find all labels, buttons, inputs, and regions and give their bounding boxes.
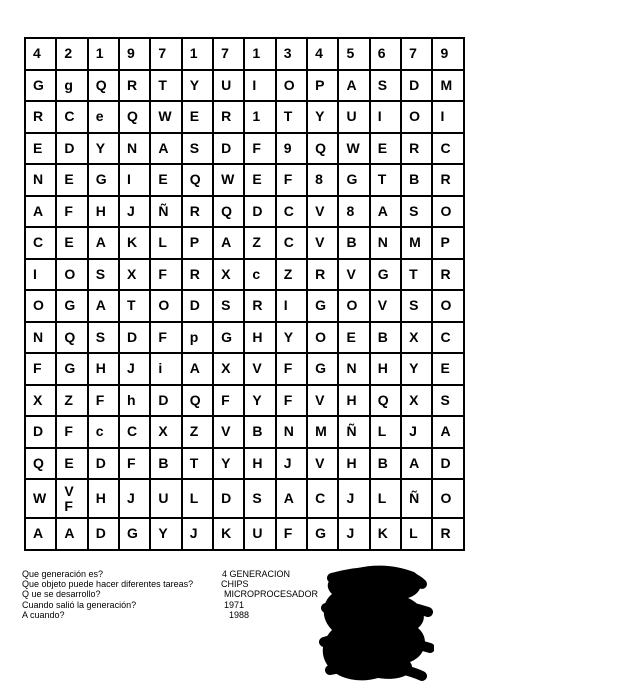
grid-cell: E [338, 322, 369, 354]
grid-cell: F [276, 518, 307, 550]
grid-cell: V [244, 353, 275, 385]
grid-cell: S [370, 70, 401, 102]
grid-cell: C [432, 133, 463, 165]
grid-cell: D [88, 518, 119, 550]
grid-cell: 7 [213, 38, 244, 70]
grid-cell: O [307, 322, 338, 354]
grid-cell: G [56, 290, 87, 322]
question-row [22, 579, 322, 589]
question-text: Cuando salió la generación? [22, 599, 137, 610]
grid-cell: J [338, 479, 369, 518]
grid-cell: J [119, 353, 150, 385]
grid-cell: I [25, 259, 56, 291]
grid-cell: H [370, 353, 401, 385]
grid-cell: Z [182, 416, 213, 448]
grid-cell: Ñ [338, 416, 369, 448]
grid-cell: Y [244, 385, 275, 417]
grid-cell: O [432, 196, 463, 228]
grid-cell: U [213, 70, 244, 102]
grid-cell: I [276, 290, 307, 322]
grid-cell: D [244, 196, 275, 228]
grid-cell: e [88, 101, 119, 133]
grid-cell: F [56, 196, 87, 228]
grid-cell: 1 [244, 38, 275, 70]
grid-cell: Q [88, 70, 119, 102]
grid-cell: 8 [338, 196, 369, 228]
grid-cell: W [213, 164, 244, 196]
grid-cell: V [338, 259, 369, 291]
grid-row [25, 448, 464, 480]
grid-cell: D [56, 133, 87, 165]
grid-cell: T [119, 290, 150, 322]
grid-cell: J [182, 518, 213, 550]
grid-cell: F [276, 164, 307, 196]
grid-cell: H [88, 353, 119, 385]
answer-text: 4 GENERACION [222, 569, 291, 579]
grid-cell: L [370, 479, 401, 518]
grid-cell: Q [307, 133, 338, 165]
grid-cell: E [25, 133, 56, 165]
grid-cell: O [338, 290, 369, 322]
answer-text: 1971 [224, 599, 245, 610]
word-search-grid [24, 37, 465, 551]
grid-cell: B [401, 164, 432, 196]
answer-text: MICROPROCESADOR [224, 589, 319, 600]
grid-cell: P [307, 70, 338, 102]
grid-cell: D [213, 479, 244, 518]
grid-cell: E [56, 448, 87, 480]
grid-cell: H [244, 448, 275, 480]
grid-cell: E [182, 101, 213, 133]
grid-cell: H [244, 322, 275, 354]
grid-cell: H [88, 196, 119, 228]
grid-row [25, 38, 464, 70]
grid-cell: H [338, 448, 369, 480]
grid-cell: 2 [56, 38, 87, 70]
grid-cell: I [119, 164, 150, 196]
grid-cell: G [307, 353, 338, 385]
grid-cell: R [432, 259, 463, 291]
grid-cell: D [401, 70, 432, 102]
grid-cell: C [25, 227, 56, 259]
grid-cell: D [213, 133, 244, 165]
grid-cell: D [432, 448, 463, 480]
grid-cell: G [370, 259, 401, 291]
question-text: Q ue se desarrollo? [22, 589, 101, 600]
grid-cell: R [432, 518, 463, 550]
grid-cell: Z [56, 385, 87, 417]
grid-row [25, 416, 464, 448]
grid-cell: R [182, 259, 213, 291]
grid-cell: 4 [307, 38, 338, 70]
grid-cell: L [182, 479, 213, 518]
grid-cell: A [150, 133, 181, 165]
grid-cell: Q [182, 164, 213, 196]
grid-cell: V [370, 290, 401, 322]
grid-cell: A [88, 290, 119, 322]
grid-cell: Y [150, 518, 181, 550]
grid-cell: S [88, 259, 119, 291]
grid-cell: E [432, 353, 463, 385]
grid-row [25, 353, 464, 385]
grid-cell: J [276, 448, 307, 480]
grid-row [25, 227, 464, 259]
grid-cell: T [401, 259, 432, 291]
grid-cell: X [213, 353, 244, 385]
grid-cell: R [307, 259, 338, 291]
grid-cell: O [432, 290, 463, 322]
grid-cell: Q [213, 196, 244, 228]
grid-cell: B [370, 322, 401, 354]
answer-text: 1988 [229, 609, 250, 620]
grid-cell: M [307, 416, 338, 448]
grid-cell: F [56, 416, 87, 448]
grid-cell: N [338, 353, 369, 385]
grid-cell: Y [401, 353, 432, 385]
grid-cell: F [276, 353, 307, 385]
grid-cell: I [432, 101, 463, 133]
grid-cell: D [182, 290, 213, 322]
grid-cell: c [244, 259, 275, 291]
grid-cell: Y [276, 322, 307, 354]
grid-cell: Ñ [150, 196, 181, 228]
grid-cell: S [244, 479, 275, 518]
grid-cell: G [56, 353, 87, 385]
grid-cell: O [56, 259, 87, 291]
grid-cell: V [307, 227, 338, 259]
grid-cell: S [88, 322, 119, 354]
grid-cell: G [338, 164, 369, 196]
grid-cell: X [25, 385, 56, 417]
grid-cell: D [25, 416, 56, 448]
grid-cell: Y [307, 101, 338, 133]
grid-cell: V [307, 448, 338, 480]
question-text: Que objeto puede hacer diferentes tareas? [22, 579, 194, 590]
grid-cell: A [25, 196, 56, 228]
question-row [22, 610, 322, 620]
grid-cell: C [119, 416, 150, 448]
grid-cell: R [119, 70, 150, 102]
grid-cell: 1 [244, 101, 275, 133]
grid-cell: J [338, 518, 369, 550]
grid-row [25, 518, 464, 550]
grid-cell: G [307, 290, 338, 322]
grid-cell: A [56, 518, 87, 550]
grid-cell: A [88, 227, 119, 259]
grid-cell: T [276, 101, 307, 133]
grid-cell: i [150, 353, 181, 385]
grid-cell: Q [119, 101, 150, 133]
grid-cell: S [401, 196, 432, 228]
grid-cell: F [25, 353, 56, 385]
answer-text: CHIPS [221, 579, 249, 590]
grid-cell: 3 [276, 38, 307, 70]
grid-cell: O [432, 479, 463, 518]
grid-cell: R [244, 290, 275, 322]
grid-cell: V F [56, 479, 87, 518]
grid-cell: K [119, 227, 150, 259]
grid-cell: E [370, 133, 401, 165]
grid-cell: K [370, 518, 401, 550]
grid-cell: X [119, 259, 150, 291]
grid-cell: S [213, 290, 244, 322]
grid-cell: N [25, 322, 56, 354]
grid-cell: F [88, 385, 119, 417]
grid-cell: c [88, 416, 119, 448]
grid-cell: B [370, 448, 401, 480]
grid-cell: N [119, 133, 150, 165]
grid-cell: A [338, 70, 369, 102]
grid-cell: C [56, 101, 87, 133]
grid-cell: G [25, 70, 56, 102]
grid-cell: 1 [182, 38, 213, 70]
grid-cell: P [182, 227, 213, 259]
grid-cell: R [182, 196, 213, 228]
grid-cell: O [276, 70, 307, 102]
grid-cell: Z [276, 259, 307, 291]
grid-cell: Y [182, 70, 213, 102]
grid-cell: M [401, 227, 432, 259]
question-row [22, 600, 322, 610]
grid-cell: A [432, 416, 463, 448]
grid-cell: F [276, 385, 307, 417]
grid-cell: W [150, 101, 181, 133]
grid-cell: A [25, 518, 56, 550]
grid-cell: 6 [370, 38, 401, 70]
grid-cell: V [307, 196, 338, 228]
grid-cell: Z [244, 227, 275, 259]
grid-cell: Y [213, 448, 244, 480]
grid-cell: A [213, 227, 244, 259]
grid-cell: N [276, 416, 307, 448]
grid-cell: G [119, 518, 150, 550]
grid-cell: M [432, 70, 463, 102]
grid-cell: B [338, 227, 369, 259]
grid-cell: S [182, 133, 213, 165]
grid-cell: Ñ [401, 479, 432, 518]
grid-row [25, 290, 464, 322]
grid-cell: R [213, 101, 244, 133]
grid-cell: I [244, 70, 275, 102]
grid-cell: J [401, 416, 432, 448]
grid-cell: H [338, 385, 369, 417]
grid-cell: A [276, 479, 307, 518]
grid-cell: O [401, 101, 432, 133]
grid-cell: T [370, 164, 401, 196]
grid-cell: Q [370, 385, 401, 417]
grid-cell: U [150, 479, 181, 518]
grid-cell: S [401, 290, 432, 322]
grid-cell: E [150, 164, 181, 196]
grid-cell: D [150, 385, 181, 417]
grid-cell: F [150, 259, 181, 291]
grid-cell: C [307, 479, 338, 518]
grid-cell: Q [182, 385, 213, 417]
grid-cell: 9 [119, 38, 150, 70]
grid-cell: J [119, 196, 150, 228]
grid-row [25, 385, 464, 417]
grid-cell: V [213, 416, 244, 448]
grid-cell: R [432, 164, 463, 196]
grid-cell: F [213, 385, 244, 417]
grid-cell: T [182, 448, 213, 480]
grid-cell: A [401, 448, 432, 480]
grid-cell: F [150, 322, 181, 354]
grid-cell: W [338, 133, 369, 165]
grid-cell: C [432, 322, 463, 354]
grid-cell: R [401, 133, 432, 165]
question-text: A cuando? [22, 609, 65, 620]
grid-cell: A [182, 353, 213, 385]
grid-cell: N [370, 227, 401, 259]
question-row [22, 589, 322, 599]
grid-cell: 8 [307, 164, 338, 196]
grid-cell: O [150, 290, 181, 322]
redaction-scribble [318, 558, 434, 688]
grid-cell: 9 [276, 133, 307, 165]
grid-cell: L [370, 416, 401, 448]
grid-cell: Q [56, 322, 87, 354]
grid-cell: O [25, 290, 56, 322]
grid-cell: R [25, 101, 56, 133]
grid-cell: X [150, 416, 181, 448]
grid-row [25, 101, 464, 133]
grid-cell: A [370, 196, 401, 228]
grid-cell: U [244, 518, 275, 550]
grid-cell: P [432, 227, 463, 259]
question-row [22, 569, 322, 579]
grid-cell: h [119, 385, 150, 417]
question-text: Que generación es? [22, 569, 104, 579]
grid-cell: E [244, 164, 275, 196]
grid-cell: 1 [88, 38, 119, 70]
grid-cell: C [276, 196, 307, 228]
grid-cell: L [150, 227, 181, 259]
grid-cell: E [56, 227, 87, 259]
grid-cell: p [182, 322, 213, 354]
grid-cell: 9 [432, 38, 463, 70]
grid-cell: G [307, 518, 338, 550]
grid-cell: N [25, 164, 56, 196]
grid-row [25, 164, 464, 196]
grid-cell: 5 [338, 38, 369, 70]
grid-cell: F [119, 448, 150, 480]
grid-cell: K [213, 518, 244, 550]
grid-cell: G [88, 164, 119, 196]
grid-row [25, 322, 464, 354]
grid-cell: D [119, 322, 150, 354]
grid-row [25, 196, 464, 228]
grid-cell: V [307, 385, 338, 417]
grid-cell: 7 [401, 38, 432, 70]
grid-cell: X [401, 385, 432, 417]
grid-cell: 7 [150, 38, 181, 70]
grid-cell: B [150, 448, 181, 480]
grid-row [25, 133, 464, 165]
grid-cell: Q [25, 448, 56, 480]
grid-cell: E [56, 164, 87, 196]
grid-cell: H [88, 479, 119, 518]
grid-cell: 4 [25, 38, 56, 70]
questions-list [22, 569, 322, 620]
grid-row [25, 70, 464, 102]
grid-cell: X [401, 322, 432, 354]
grid-cell: S [432, 385, 463, 417]
grid-cell: W [25, 479, 56, 518]
grid-cell: B [244, 416, 275, 448]
grid-cell: D [88, 448, 119, 480]
grid-cell: G [213, 322, 244, 354]
grid-cell: F [244, 133, 275, 165]
grid-cell: g [56, 70, 87, 102]
grid-cell: L [401, 518, 432, 550]
grid-cell: C [276, 227, 307, 259]
grid-row [25, 259, 464, 291]
grid-cell: T [150, 70, 181, 102]
grid-cell: U [338, 101, 369, 133]
grid-cell: Y [88, 133, 119, 165]
grid-cell: I [370, 101, 401, 133]
grid-cell: X [213, 259, 244, 291]
grid-cell: J [119, 479, 150, 518]
grid-row [25, 479, 464, 518]
